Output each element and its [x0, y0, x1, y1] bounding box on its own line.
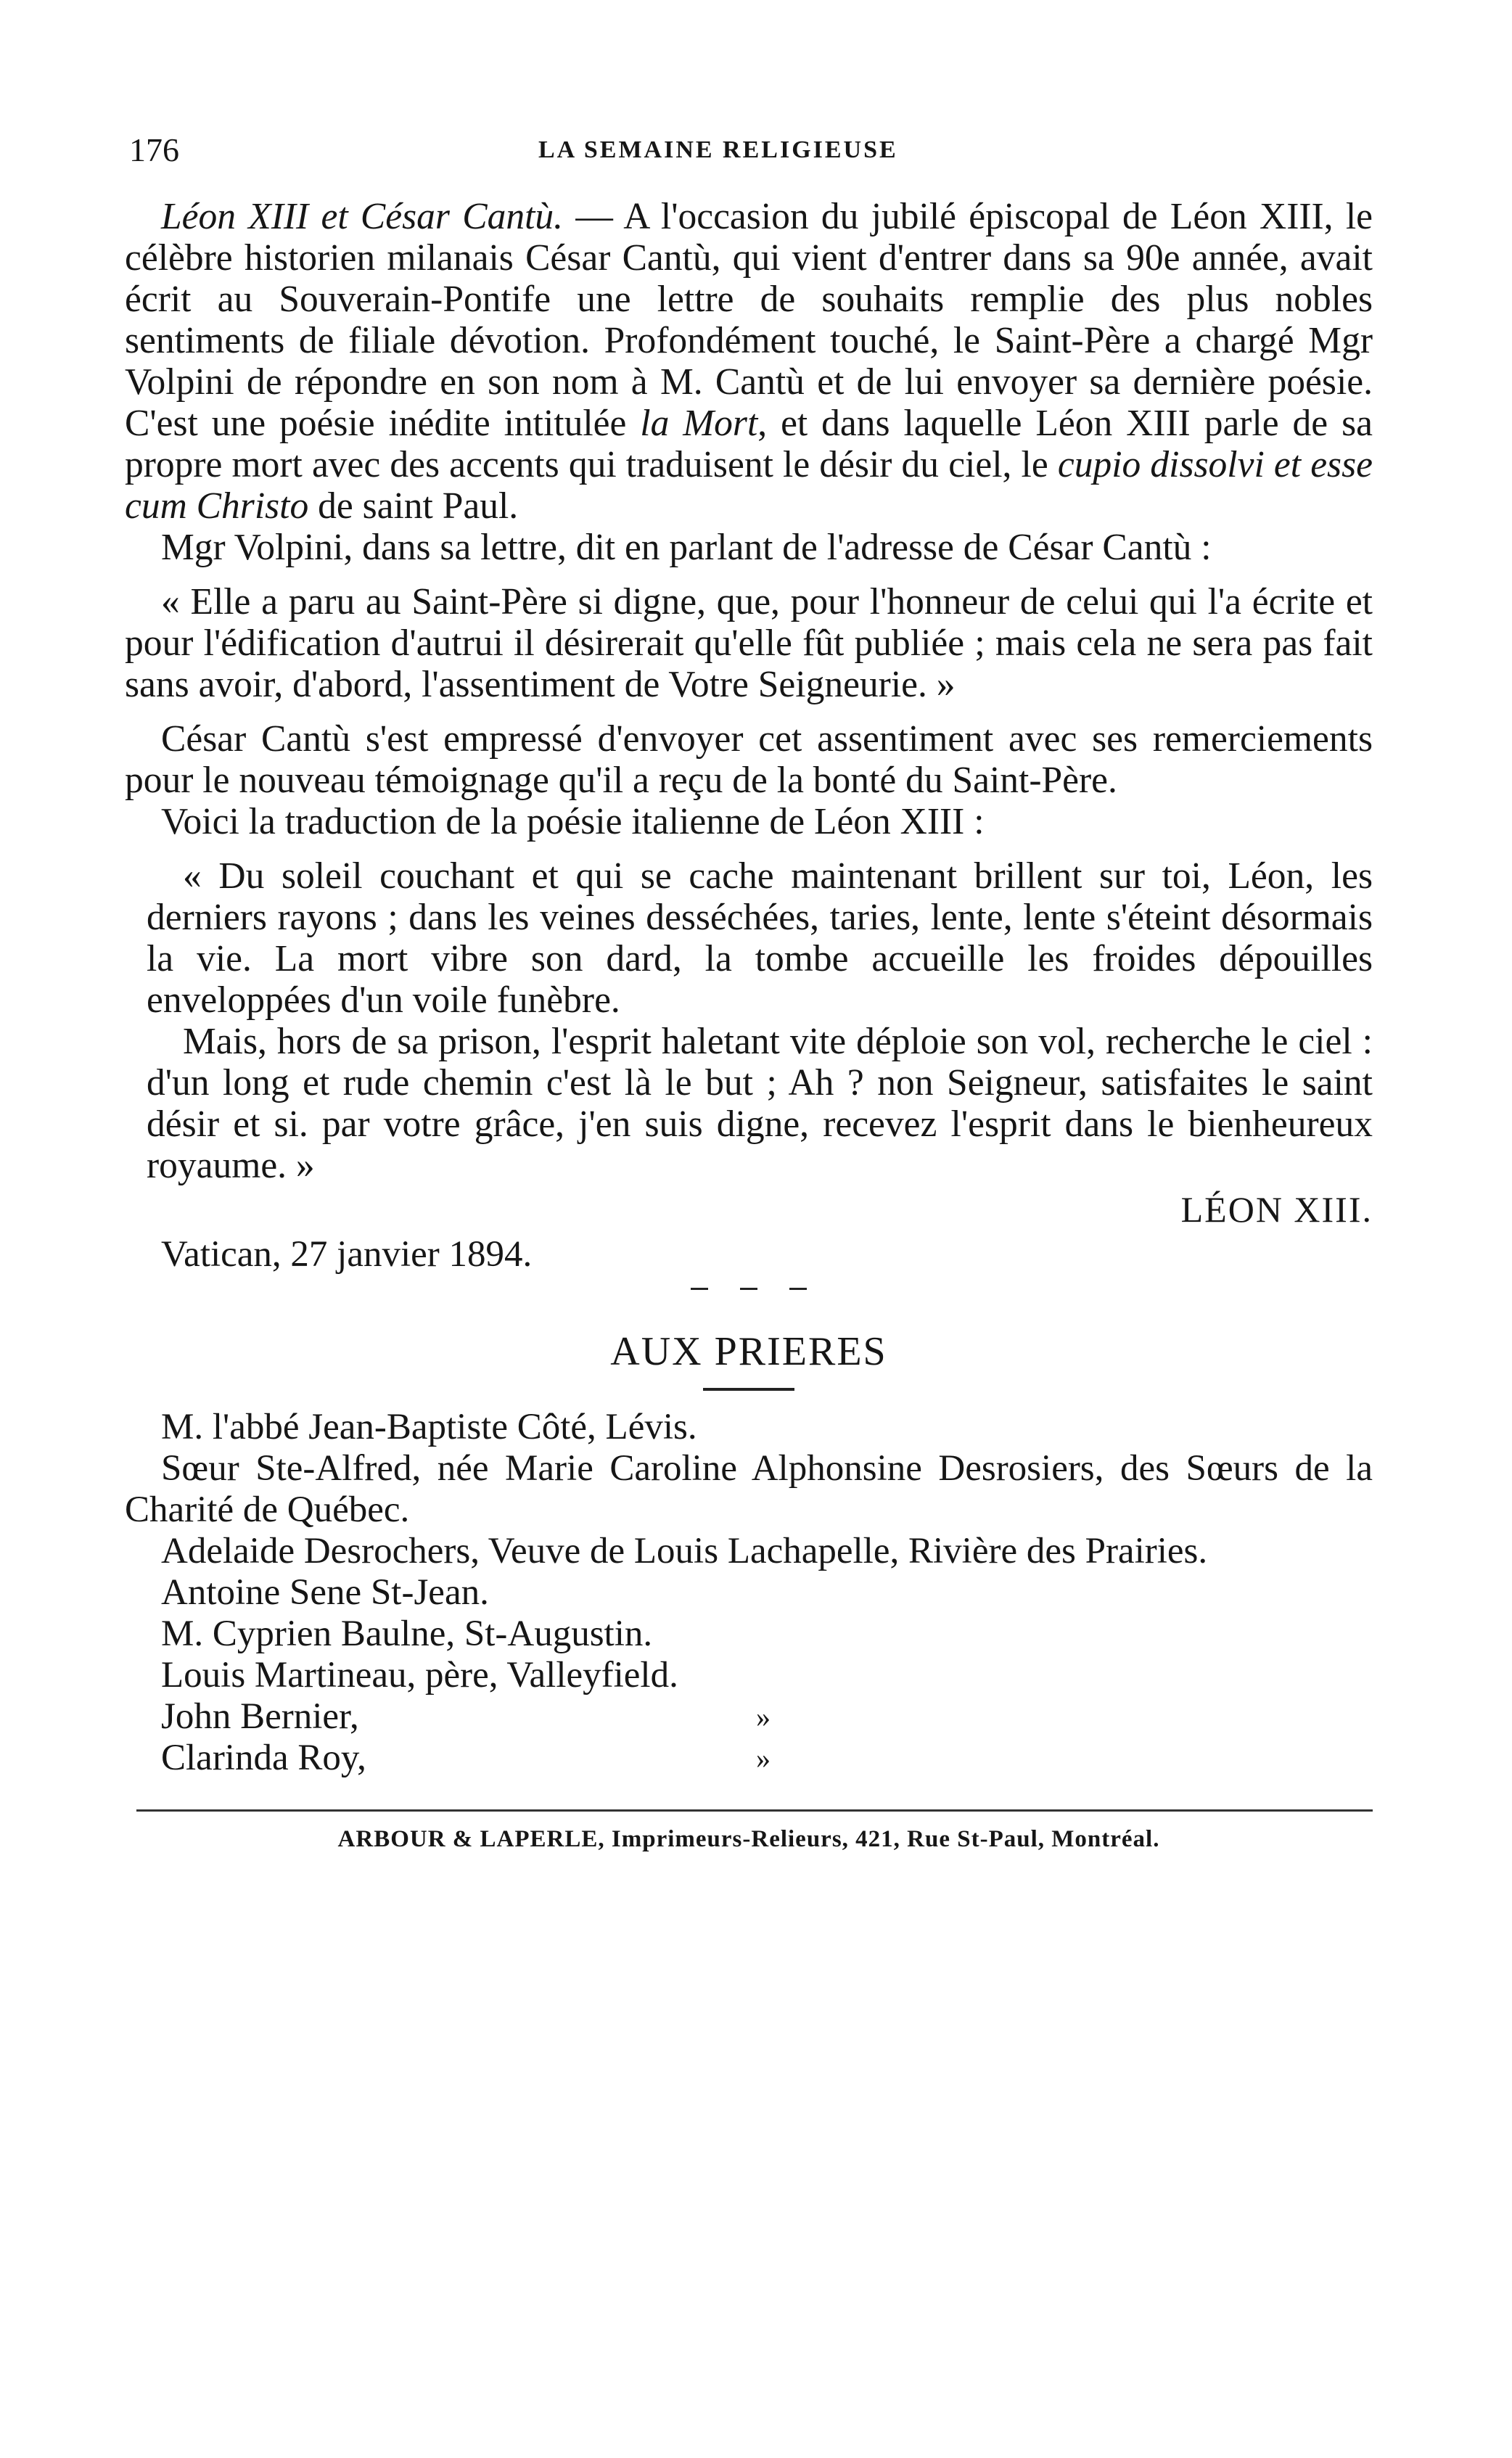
article-paragraph-5: Voici la traduction de la poésie italienne de Léon XIII : — [161, 801, 985, 842]
signature: LÉON XIII. — [1180, 1189, 1373, 1230]
poem-stanza-2: Mais, hors de sa prison, l'esprit haletant vite déploie son vol, recherche le ciel : d'un long et rude chemin c'est là le but ; Ah ? non Seigneur, satisfaites le saint désir et si. par votre grâce, j'en suis digne, recevez l'esprit dans le bienheureux royaume. » — [147, 1021, 1373, 1186]
prayer-entry: M. Cyprien Baulne, St-Augustin. — [161, 1614, 653, 1654]
footer-rule — [136, 1809, 1373, 1812]
article-paragraph-4: César Cantù s'est empressé d'envoyer cet assentiment avec ses remerciements pour le nouveau témoignage qu'il a reçu de la bonté du Saint-Père. — [125, 718, 1373, 801]
prayer-entry: Adelaide Desrochers, Veuve de Louis Lachapelle, Rivière des Prairies. — [161, 1531, 1208, 1571]
article-body — [125, 196, 1373, 1275]
poem-translation — [147, 855, 1373, 1186]
running-head — [125, 116, 1373, 181]
dateline: Vatican, 27 janvier 1894. — [161, 1234, 533, 1275]
letter-quote: « Elle a paru au Saint-Père si digne, que, pour l'honneur de celui qui l'a écrite et pour l'édification d'autrui il désirerait qu'elle fût publiée ; mais cela ne sera pas fait sans avoir, d'abord, l'assentiment de Votre Seigneurie. » — [125, 581, 1373, 705]
prayer-entry: John Bernier, » — [161, 1696, 771, 1737]
ditto-mark: » — [756, 1742, 771, 1775]
ditto-mark: » — [756, 1701, 771, 1733]
title-rule — [703, 1388, 794, 1391]
journal-title: LA SEMAINE RELIGIEUSE — [538, 136, 898, 163]
prayer-entry: M. l'abbé Jean-Baptiste Côté, Lévis. — [161, 1407, 697, 1447]
prayer-list — [125, 1407, 1373, 1779]
page-number: 176 — [129, 131, 179, 168]
prayer-entry: Clarinda Roy, » — [161, 1738, 771, 1778]
article-paragraph-2: Mgr Volpini, dans sa lettre, dit en parlant de l'adresse de César Cantù : — [161, 527, 1212, 568]
printer-imprint: ARBOUR & LAPERLE, Imprimeurs-Relieurs, 421, Rue St-Paul, Montréal. — [337, 1826, 1160, 1852]
document-page — [125, 116, 1373, 1853]
latin-quote: cupio dissolvi et esse cum Christo — [125, 444, 1373, 527]
prayer-entry: Antoine Sene St-Jean. — [161, 1572, 489, 1613]
poem-title: la Mort — [640, 403, 758, 444]
prayer-entry: Sœur Ste-Alfred, née Marie Caroline Alphonsine Desrosiers, des Sœurs de la Charité de Québec. — [125, 1448, 1373, 1530]
prayer-entry: Louis Martineau, père, Valleyfield. — [161, 1655, 678, 1695]
section-separator — [125, 1282, 1373, 1304]
poem-stanza-1: « Du soleil couchant et qui se cache maintenant brillent sur toi, Léon, les derniers rayons ; dans les veines desséchées, taries, lente, lente s'éteint désormais la vie. La mort vibre son dard, la tombe accueille les froides dépouilles enveloppées d'un voile funèbre. — [147, 855, 1373, 1021]
article-paragraph-1: Léon XIII et César Cantù. — A l'occasion du jubilé épiscopal de Léon XIII, le célèbre historien milanais César Cantù, qui vient d'entrer dans sa 90e année, avait écrit au Souverain-Pontife une lettre de souhaits remplie des plus nobles sentiments de filiale dévotion. Profondément touché, le Saint-Père a chargé Mgr Volpini de répondre en son nom à M. Cantù et de lui envoyer sa dernière poésie. C'est une poésie inédite intitulée la Mort, et dans laquelle Léon XIII parle de sa propre mort avec des accents qui traduisent le désir du ciel, le cupio dissolvi et esse cum Christo de saint Paul. — [125, 196, 1373, 527]
article-title: Léon XIII et César Cantù. — [161, 196, 564, 237]
section-title: AUX PRIERES — [610, 1329, 887, 1374]
